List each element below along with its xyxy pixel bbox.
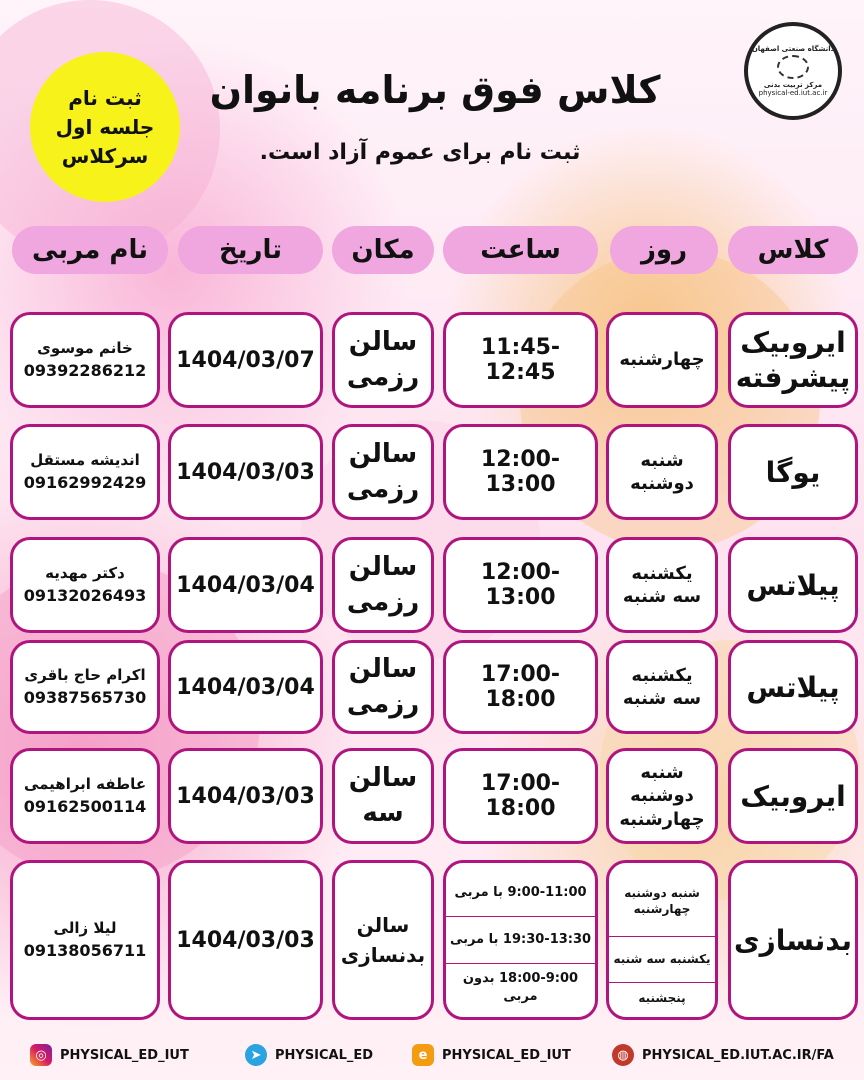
date-cell — [168, 424, 323, 520]
logo-text-university: دانشگاه صنعتی اصفهان — [751, 45, 835, 53]
place-cell — [332, 748, 434, 844]
class-name: پیلاتس — [746, 670, 840, 704]
header-day: روز — [610, 226, 718, 274]
header-coach: نام مربی — [12, 226, 168, 274]
day-cell — [606, 640, 718, 734]
coach-cell — [10, 537, 160, 633]
place-line: رزمی — [346, 689, 420, 719]
day-line: چهارشنبه — [619, 808, 705, 830]
time-value: 17:00-18:00 — [480, 662, 561, 712]
coach-phone: 09138056711 — [23, 941, 147, 961]
coach-name: اکرام حاج باقری — [24, 665, 146, 684]
coach-name: دکتر مهدیه — [45, 563, 125, 582]
time-cell — [443, 640, 598, 734]
place-cell — [332, 312, 434, 408]
place-line: بدنسازی — [340, 943, 426, 967]
day-cell — [606, 748, 718, 844]
day-cell — [606, 424, 718, 520]
time-cell — [443, 748, 598, 844]
day-cell — [606, 537, 718, 633]
footer-eitaa[interactable] — [412, 1040, 571, 1070]
coach-phone: 09162992429 — [23, 473, 147, 493]
registration-badge — [30, 52, 180, 202]
time-cell — [443, 537, 598, 633]
logo-text-center: مرکز تربیت بدنی — [763, 81, 823, 89]
date-cell — [168, 860, 323, 1020]
time-value: 12:00-13:00 — [480, 447, 561, 497]
telegram-icon: ➤ — [245, 1044, 267, 1066]
day-line: سه شنبه — [622, 688, 702, 709]
class-name: ایروبیک — [740, 326, 846, 359]
eitaa-icon: e — [412, 1044, 434, 1066]
coach-cell — [10, 312, 160, 408]
time-group: 9:00-11:00 با مربی — [454, 884, 587, 900]
date-value: 1404/03/04 — [176, 572, 315, 598]
header-class: کلاس — [728, 226, 858, 274]
coach-phone: 09387565730 — [23, 688, 147, 708]
date-value: 1404/03/03 — [176, 783, 315, 809]
place-cell — [332, 640, 434, 734]
coach-name: عاطفه ابراهیمی — [23, 774, 147, 793]
page-title: کلاس فوق برنامه بانوان — [209, 68, 661, 112]
time-value: 11:45-12:45 — [480, 335, 561, 385]
class-cell — [728, 537, 858, 633]
coach-phone: 09392286212 — [23, 361, 147, 381]
place-cell — [332, 537, 434, 633]
date-cell — [168, 640, 323, 734]
time-group: 18:00-9:00 بدون مربی — [446, 963, 595, 1011]
class-cell — [728, 312, 858, 408]
page-subtitle: ثبت نام برای عموم آزاد است. — [259, 140, 581, 165]
place-line: رزمی — [346, 587, 420, 617]
date-cell — [168, 537, 323, 633]
coach-name: اندیشه مستقل — [30, 450, 140, 469]
day-line: شنبه — [640, 761, 684, 783]
day-line: سه شنبه — [622, 586, 702, 607]
class-cell — [728, 748, 858, 844]
class-name: یوگا — [765, 455, 821, 489]
day-cell — [606, 312, 718, 408]
badge-line: جلسه اول — [55, 114, 155, 139]
badge-line: ثبت نام — [68, 85, 142, 110]
day-line: شنبه — [640, 449, 684, 471]
place-line: سالن — [348, 551, 418, 582]
coach-name: خانم موسوی — [37, 338, 133, 357]
time-group: 19:30-13:30 با مربی — [446, 916, 595, 964]
time-value: 17:00-18:00 — [480, 771, 561, 821]
day-line: یکشنبه — [631, 562, 693, 584]
badge-line: سرکلاس — [61, 143, 149, 168]
date-value: 1404/03/03 — [176, 459, 315, 485]
coach-phone: 09132026493 — [23, 586, 147, 606]
place-line: سالن — [348, 326, 418, 357]
date-value: 1404/03/03 — [176, 927, 315, 953]
class-name: بدنسازی — [734, 923, 852, 957]
place-line: سالن — [356, 913, 410, 937]
telegram-handle: PHYSICAL_ED — [275, 1047, 374, 1063]
instagram-handle: PHYSICAL_ED_IUT — [60, 1047, 189, 1063]
day-cell — [606, 860, 718, 1020]
date-cell — [168, 312, 323, 408]
class-cell — [728, 424, 858, 520]
time-cell — [443, 860, 598, 1020]
website-url: PHYSICAL_ED.IUT.AC.IR/FA — [642, 1047, 834, 1063]
date-cell — [168, 748, 323, 844]
eitaa-handle: PHYSICAL_ED_IUT — [442, 1047, 571, 1063]
day-line: دوشنبه — [630, 473, 694, 494]
place-line: رزمی — [346, 474, 420, 504]
header-place: مکان — [332, 226, 434, 274]
place-line: رزمی — [346, 362, 420, 392]
footer-instagram[interactable] — [30, 1040, 189, 1070]
date-value: 1404/03/07 — [176, 347, 315, 373]
class-name: ایروبیک — [740, 779, 846, 813]
coach-cell — [10, 748, 160, 844]
university-logo — [744, 22, 842, 120]
time-value: 12:00-13:00 — [480, 560, 561, 610]
globe-icon: ◍ — [612, 1044, 634, 1066]
footer-telegram[interactable] — [245, 1040, 373, 1070]
header-date: تاریخ — [178, 226, 323, 274]
class-cell — [728, 860, 858, 1020]
place-line: سالن — [348, 653, 418, 684]
day-group: شنبه دوشنبه چهارشنبه — [624, 886, 700, 917]
time-cell — [443, 312, 598, 408]
time-cell — [443, 424, 598, 520]
instagram-icon: ◎ — [30, 1044, 52, 1066]
day-group: پنجشنبه — [609, 982, 715, 1013]
day-line: چهارشنبه — [619, 349, 705, 371]
class-name: پیلاتس — [746, 568, 840, 602]
footer-website[interactable] — [612, 1040, 834, 1070]
day-line: دوشنبه — [630, 785, 694, 807]
class-cell — [728, 640, 858, 734]
class-name: پیشرفته — [735, 361, 851, 394]
date-value: 1404/03/04 — [176, 674, 315, 700]
day-line: یکشنبه — [631, 664, 693, 686]
place-line: سه — [362, 798, 404, 828]
day-group: یکشنبه سه شنبه — [609, 936, 715, 983]
coach-name: لیلا زالی — [53, 918, 117, 937]
coach-cell — [10, 424, 160, 520]
coach-cell — [10, 640, 160, 734]
place-line: سالن — [348, 762, 418, 793]
header-time: ساعت — [443, 226, 598, 274]
place-line: سالن — [348, 438, 418, 469]
logo-text-url: physical-ed.iut.ac.ir — [758, 89, 828, 97]
coach-phone: 09162500114 — [23, 797, 147, 817]
place-cell — [332, 424, 434, 520]
place-cell — [332, 860, 434, 1020]
coach-cell — [10, 860, 160, 1020]
gear-icon — [777, 55, 809, 79]
